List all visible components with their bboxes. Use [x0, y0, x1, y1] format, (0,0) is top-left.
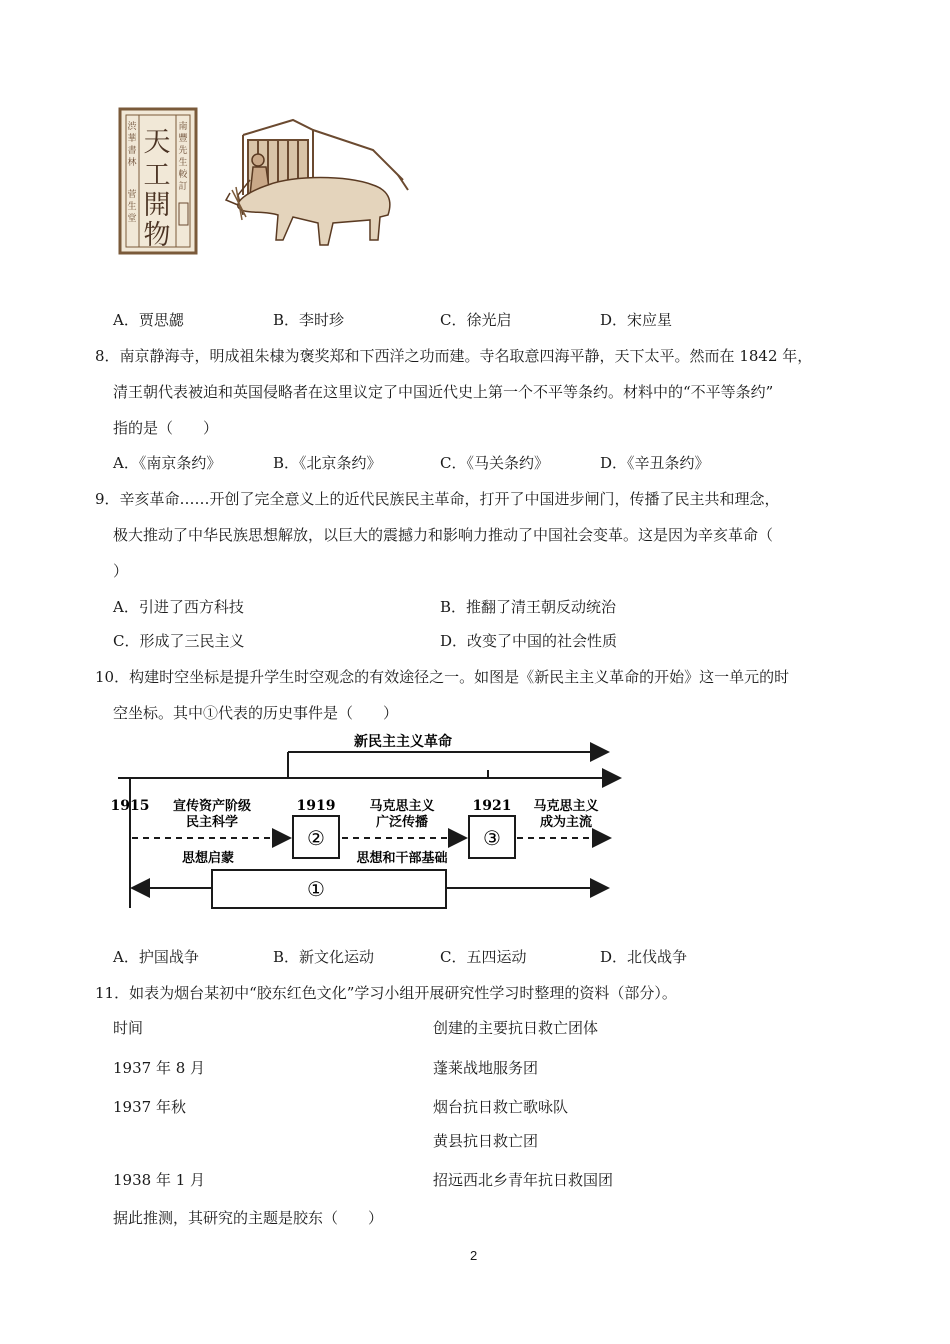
cover-title-char-3: 開: [143, 190, 171, 221]
box-event-2-label: ②: [307, 826, 325, 850]
q10-option-b: B．新文化运动: [273, 948, 375, 966]
q11-stem-end: 据此推测，其研究的主题是胶东（ ）: [113, 1209, 384, 1227]
table-row-1-group-1: 蓬莱战地服务团: [433, 1059, 539, 1077]
svg-text:渋: 渋: [127, 122, 137, 132]
table-header-groups: 创建的主要抗日救亡团体: [433, 1019, 599, 1037]
q8-stem-line-2: 清王朝代表被迫和英国侵略者在这里议定了中国近代史上第一个不平等条约。材料中的“不平等条约”: [113, 383, 774, 401]
label-ideology-cadre-foundation: 思想和干部基础: [356, 851, 448, 866]
q9-option-d: D．改变了中国的社会性质: [440, 632, 618, 650]
q9-option-a: A．引进了西方科技: [113, 598, 244, 616]
svg-text:生: 生: [127, 202, 137, 212]
label-bourgeois-democracy-2: 民主科学: [185, 815, 239, 830]
table-row-1-time: 1937 年 8 月: [113, 1059, 206, 1077]
table-row-3-time: 1938 年 1 月: [113, 1171, 206, 1189]
year-1919: 1919: [296, 798, 336, 814]
q7-option-c: C．徐光启: [440, 311, 512, 329]
page-number: 2: [470, 1248, 478, 1263]
q7-option-a: A．贾思勰: [113, 311, 184, 329]
cover-title-char-2: 工: [143, 160, 171, 191]
table-row-2-time: 1937 年秋: [113, 1098, 186, 1116]
q10-option-c: C．五四运动: [440, 948, 527, 966]
svg-text:華: 華: [127, 134, 137, 144]
q8-option-c: C．《马关条约》: [440, 454, 549, 472]
q9-stem-line-1: 9．辛亥革命……开创了完全意义上的近代民族民主革命，打开了中国进步闸门，传播了民主共和理念，: [95, 490, 780, 508]
cover-title-char-1: 天: [143, 127, 171, 158]
svg-text:訂: 訂: [178, 182, 188, 192]
box-event-3-label: ③: [483, 826, 501, 850]
svg-text:書: 書: [127, 146, 137, 156]
label-marxism-mainstream-1: 马克思主义: [533, 799, 599, 814]
table-row-2-group-2: 黄县抗日救亡团: [433, 1132, 539, 1150]
q7-option-d: D．宋应星: [600, 311, 673, 329]
label-marxism-spread-2: 广泛传播: [375, 815, 429, 830]
box-event-1: [212, 870, 446, 908]
q10-stem-line-1: 10．构建时空坐标是提升学生时空观念的有效途径之一。如图是《新民主主义革命的开始》这一单元的时: [95, 668, 790, 686]
q8-option-d: D．《辛丑条约》: [600, 454, 710, 472]
label-bourgeois-democracy-1: 宣传资产阶级: [172, 799, 252, 814]
year-1915: 1915: [110, 798, 150, 814]
svg-text:生: 生: [178, 158, 188, 168]
q8-option-b: B．《北京条约》: [273, 454, 382, 472]
q10-stem-line-2: 空坐标。其中①代表的历史事件是（ ）: [113, 704, 399, 722]
label-ideological-enlightenment: 思想启蒙: [181, 851, 235, 866]
q9-option-c: C．形成了三民主义: [113, 632, 245, 650]
table-header-time: 时间: [113, 1019, 144, 1037]
q10-option-a: A．护国战争: [113, 948, 199, 966]
table-row-2-group-1: 烟台抗日救亡歌咏队: [433, 1098, 569, 1116]
box-event-1-label: ①: [307, 877, 325, 901]
q9-option-b: B．推翻了清王朝反动统治: [440, 598, 617, 616]
svg-text:林: 林: [127, 158, 137, 168]
svg-text:先: 先: [178, 146, 188, 156]
q9-stem-line-3: ）: [113, 562, 129, 580]
q11-stem-line-1: 11．如表为烟台某初中“胶东红色文化”学习小组开展研究性学习时整理的资料（部分）。: [95, 984, 677, 1002]
label-marxism-spread-1: 马克思主义: [369, 799, 435, 814]
table-row-3-group-1: 招远西北乡青年抗日救国团: [433, 1171, 614, 1189]
svg-text:較: 較: [178, 170, 188, 180]
q9-stem-line-2: 极大推动了中华民族思想解放，以巨大的震撼力和影响力推动了中国社会变革。这是因为辛亥革命（: [113, 526, 774, 544]
book-illustration: [118, 105, 418, 257]
svg-text:堂: 堂: [127, 214, 137, 224]
cover-title-char-4: 物: [143, 220, 171, 251]
q8-stem-line-3: 指的是（ ）: [113, 419, 219, 437]
q8-option-a: A．《南京条约》: [113, 454, 222, 472]
timeline-diagram: [110, 728, 630, 918]
svg-text:菅: 菅: [127, 190, 137, 200]
timeline-top-label: 新民主主义革命: [354, 734, 452, 750]
q10-option-d: D．北伐战争: [600, 948, 688, 966]
tiangong-kaiwu-image: [118, 105, 418, 257]
year-1921: 1921: [472, 798, 512, 814]
q7-option-b: B．李时珍: [273, 311, 345, 329]
svg-text:豐: 豐: [178, 134, 188, 144]
q8-stem-line-1: 8．南京静海寺，明成祖朱棣为褒奖郑和下西洋之功而建。寺名取意四海平静，天下太平。然而在 1842 年，: [95, 347, 813, 365]
svg-text:南: 南: [178, 122, 188, 132]
label-marxism-mainstream-2: 成为主流: [539, 815, 593, 830]
